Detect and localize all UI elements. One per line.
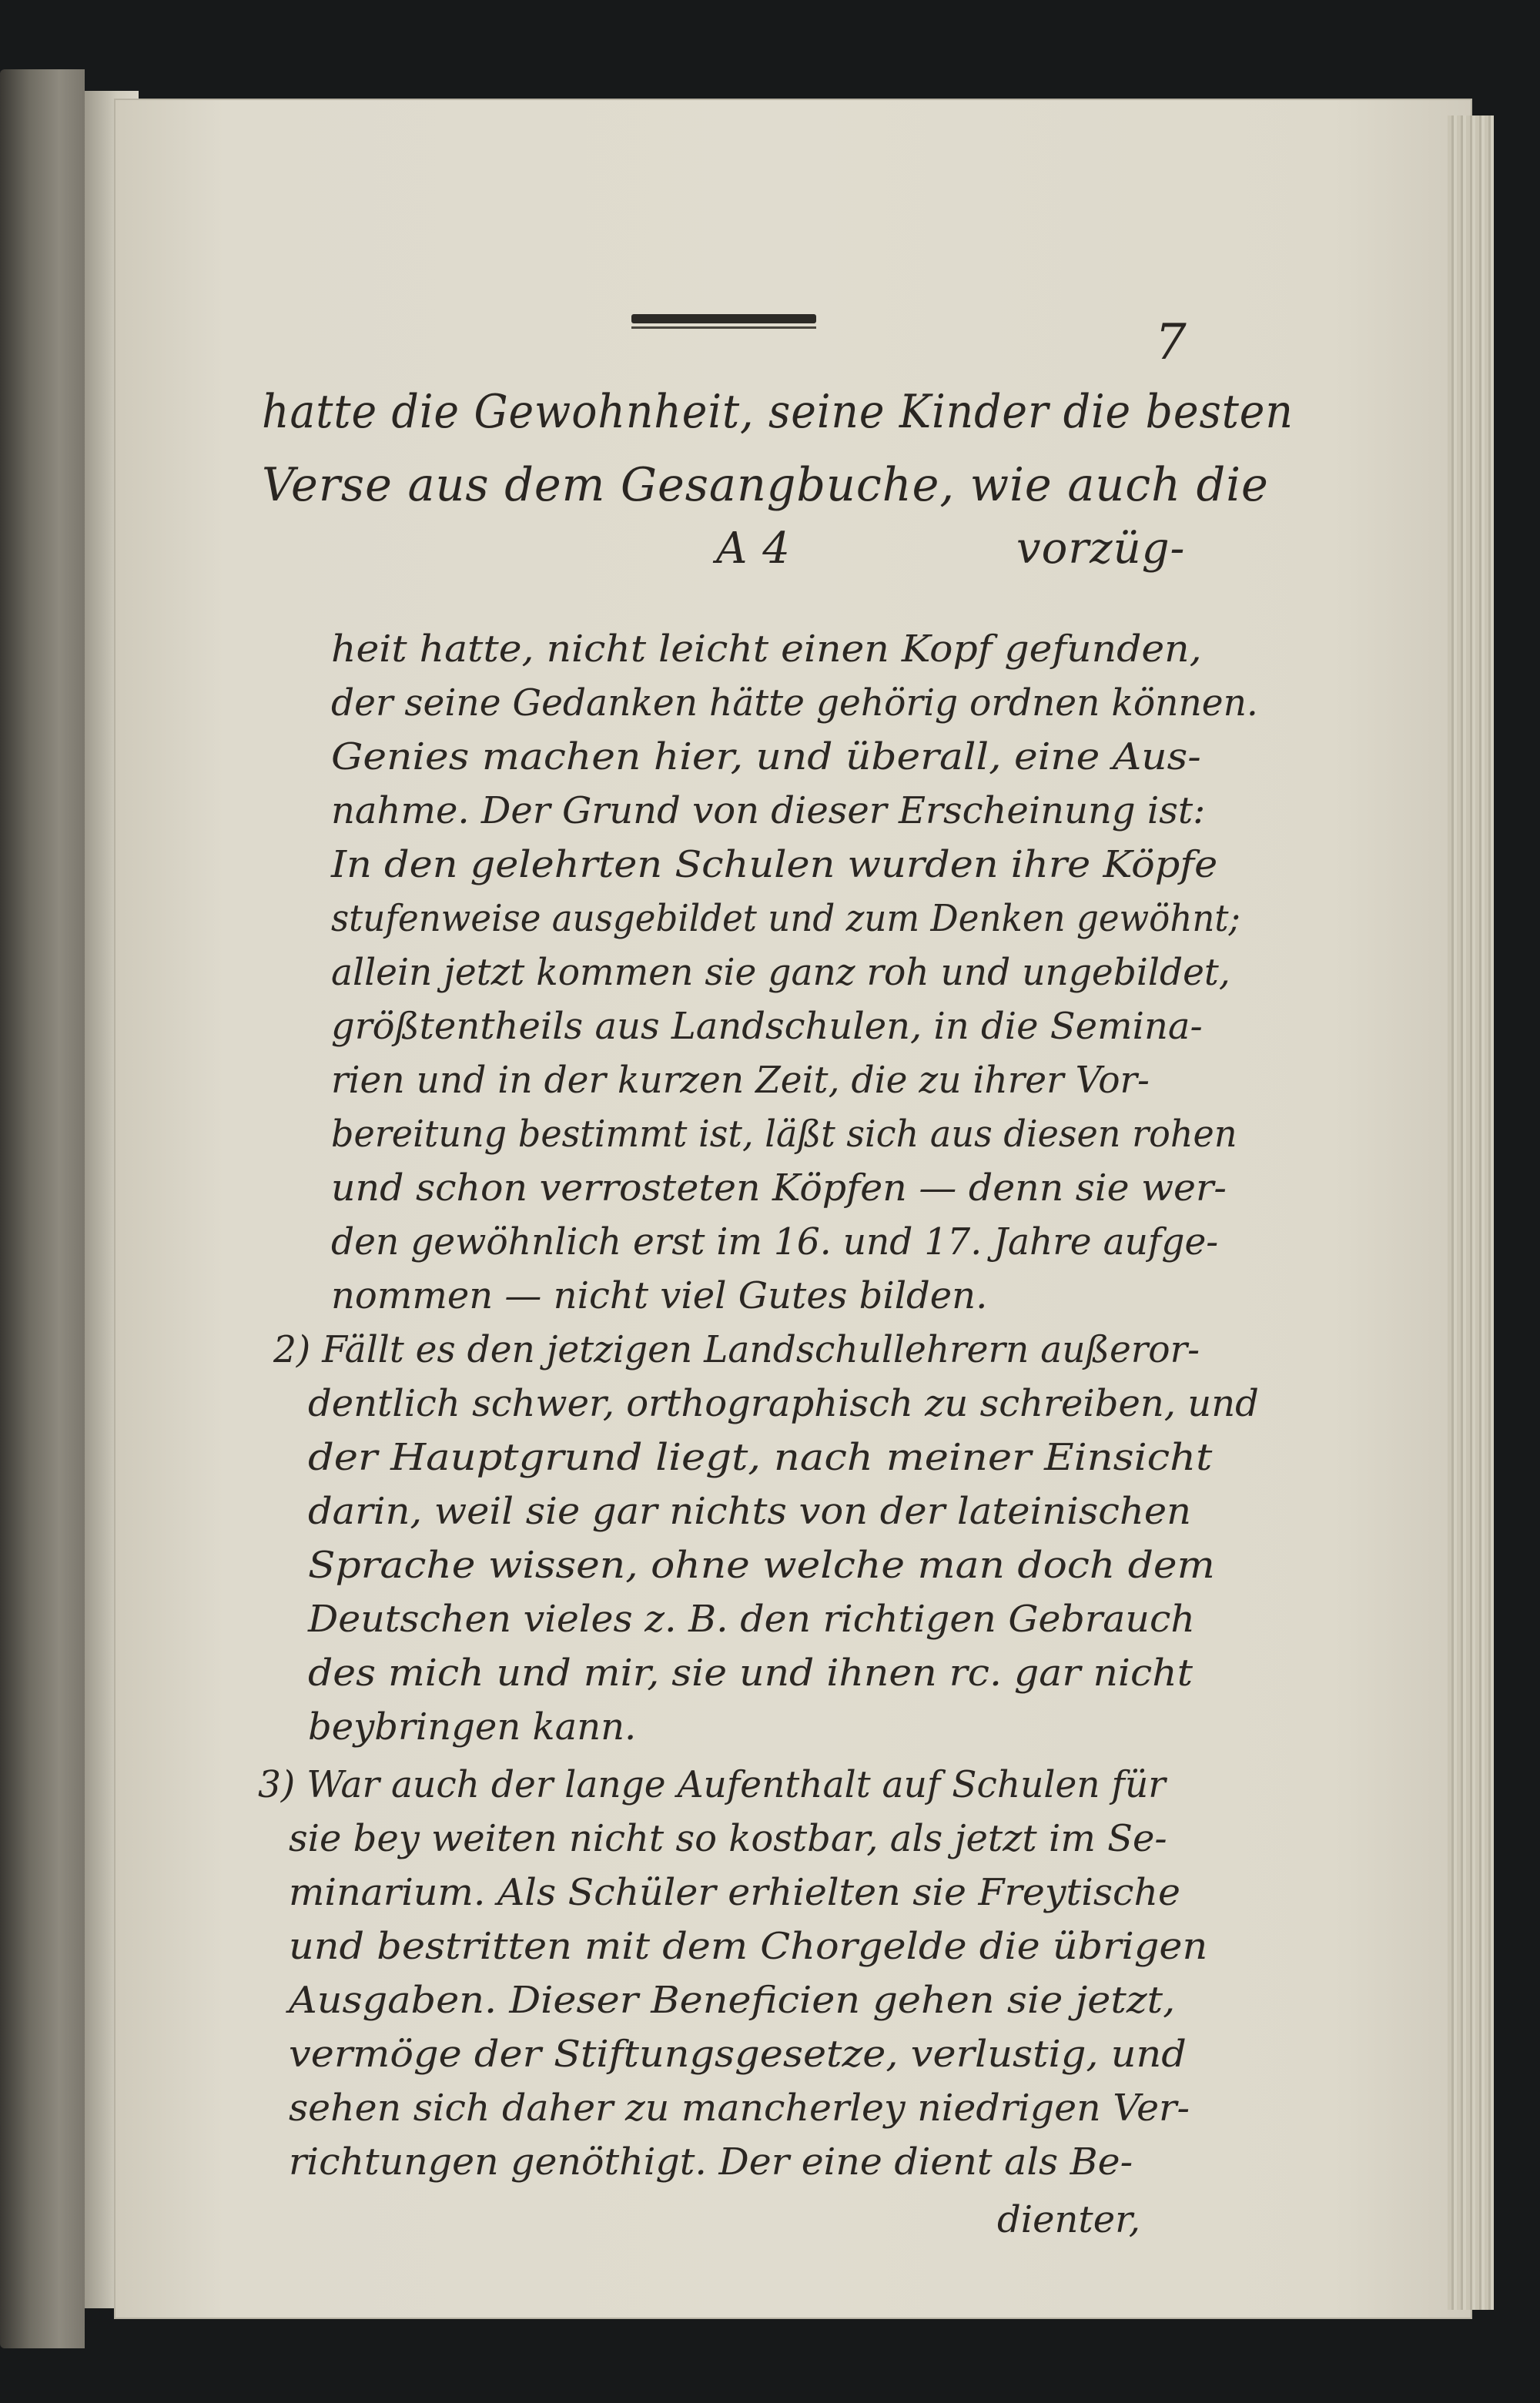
body-line: vermöge der Stiftungsgesetze, verlustig, und [289,2033,1187,2076]
body-line: nahme. Der Grund von dieser Erscheinung ist: [331,789,1206,832]
body-line: der seine Gedanken hätte gehörig ordnen können. [331,681,1258,725]
header-rule [631,314,816,323]
body-line: richtungen genöthigt. Der eine dient als Be- [289,2140,1133,2184]
top-line-2: Verse aus dem Gesangbuche, wie auch die [262,458,1269,512]
body-line: sehen sich daher zu mancherley niedrigen Ver- [289,2087,1190,2130]
body-line: allein jetzt kommen sie ganz roh und ungebildet, [331,951,1230,994]
body-line: Sprache wissen, ohne welche man doch dem [308,1544,1215,1587]
signature-mark: A 4 [716,524,791,574]
body-line: und bestritten mit dem Chorgelde die übrigen [289,1925,1208,1968]
top-line-1: hatte die Gewohnheit, seine Kinder die besten [262,385,1294,439]
body-line: 2) Fällt es den jetzigen Landschullehrern außeror- [273,1328,1200,1371]
body-line: rien und in der kurzen Zeit, die zu ihrer Vor- [331,1059,1150,1102]
body-line: des mich und mir, sie und ihnen rc. gar nicht [308,1652,1193,1695]
body-line: nommen — nicht viel Gutes bilden. [331,1274,988,1317]
body-line: und schon verrosteten Köpfen — denn sie wer- [331,1166,1227,1210]
body-line: dentlich schwer, orthographisch zu schreiben, und [308,1382,1259,1425]
body-line: Genies machen hier, und überall, eine Aus- [331,735,1201,778]
body-line: beybringen kann. [308,1705,637,1749]
page-number: 7 [1155,314,1187,371]
body-line: bereitung bestimmt ist, läßt sich aus diesen rohen [331,1113,1237,1156]
body-line: darin, weil sie gar nichts von der lateinischen [308,1490,1191,1533]
body-line: sie bey weiten nicht so kostbar, als jetzt im Se- [289,1817,1167,1860]
last-catchword: dienter, [997,2198,1141,2241]
catchword: vorzüg- [1016,524,1186,574]
page-fore-edge [1448,115,1494,2310]
body-line: 3) War auch der lange Aufenthalt auf Schulen für [258,1763,1166,1806]
header-rule-thin [631,326,816,329]
body-line: der Hauptgrund liegt, nach meiner Einsicht [308,1436,1213,1479]
body-line: größtentheils aus Landschulen, in die Semina- [331,1005,1203,1048]
body-line: minarium. Als Schüler erhielten sie Freytische [289,1871,1180,1914]
body-line: Deutschen vieles z. B. den richtigen Gebrauch [308,1598,1195,1641]
body-line: In den gelehrten Schulen wurden ihre Köpfe [331,843,1218,886]
body-line: heit hatte, nicht leicht einen Kopf gefunden, [331,628,1202,671]
body-line: Ausgaben. Dieser Beneficien gehen sie jetzt, [289,1979,1176,2022]
body-line: stufenweise ausgebildet und zum Denken gewöhnt; [331,897,1240,940]
book-spine [0,69,85,2348]
body-line: den gewöhnlich erst im 16. und 17. Jahre aufge- [331,1220,1219,1263]
